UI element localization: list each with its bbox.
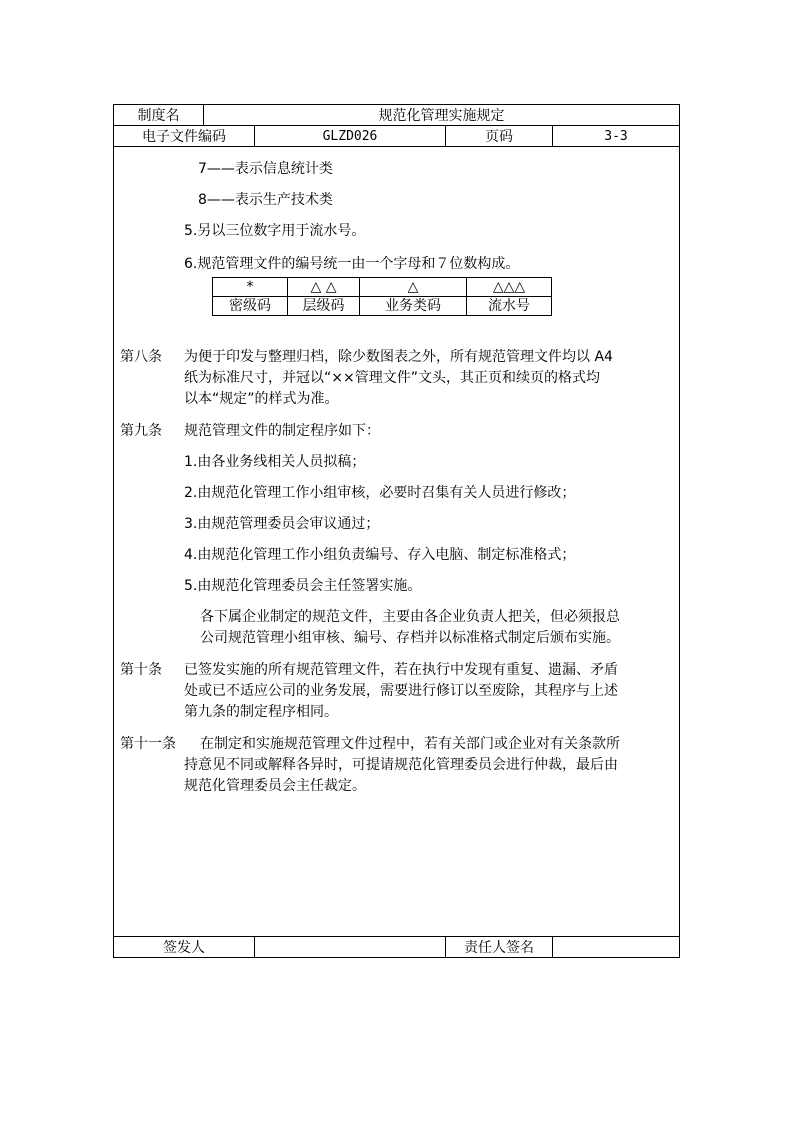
article-8-line: 为便于印发与整理归档，除少数图表之外，所有规范管理文件均以 A4 [184, 349, 613, 365]
code-name-cell: 业务类码 [360, 297, 467, 316]
article-9-step: 5.由规范化管理委员会主任签署实施。 [184, 578, 422, 594]
line-8: 8——表示生产技术类 [198, 192, 333, 208]
document-frame [113, 104, 680, 958]
article-9-step: 2.由规范化管理工作小组审核，必要时召集有关人员进行修改； [184, 485, 576, 501]
article-11-label: 第十一条 [120, 736, 176, 752]
file-code-value: GLZD026 [255, 126, 446, 146]
symbol-cell: △ [360, 278, 467, 297]
code-name-cell: 密级码 [213, 297, 288, 316]
article-9-intro: 规范管理文件的制定程序如下： [184, 423, 380, 439]
article-9-step: 1.由各业务线相关人员拟稿； [184, 454, 366, 470]
file-code-label: 电子文件编码 [114, 126, 255, 146]
signer-field[interactable] [255, 937, 446, 957]
title-label: 制度名 [114, 105, 204, 125]
header-row-code [114, 126, 679, 147]
article-9-step: 3.由规范管理委员会审议通过； [184, 516, 380, 532]
responsible-label: 责任人签名 [446, 937, 553, 957]
item-6: 6.规范管理文件的编号统一由一个字母和７位数构成。 [184, 256, 520, 272]
article-8-label: 第八条 [120, 349, 162, 365]
article-8-line: 纸为标准尺寸，并冠以“××管理文件”文头，其正页和续页的格式均 [184, 370, 600, 386]
article-11-line: 规范化管理委员会主任裁定。 [184, 778, 366, 794]
code-symbol-row [213, 278, 552, 297]
symbol-cell: * [213, 278, 288, 297]
header-row-title [114, 105, 679, 126]
symbol-cell: △ △ [288, 278, 360, 297]
code-name-row [213, 297, 552, 316]
page-label: 页码 [446, 126, 553, 146]
article-9-step: 4.由规范化管理工作小组负责编号、存入电脑、制定标准格式； [184, 547, 576, 563]
article-9-note: 公司规范管理小组审核、编号、存档并以标准格式制定后颁布实施。 [200, 630, 620, 646]
article-10-line: 处或已不适应公司的业务发展，需要进行修订以至废除，其程序与上述 [184, 683, 618, 699]
article-10-label: 第十条 [120, 662, 162, 678]
page-value: 3-3 [604, 128, 628, 144]
line-7: 7——表示信息统计类 [198, 161, 333, 177]
title-value: 规范化管理实施规定 [378, 108, 505, 124]
article-9-note: 各下属企业制定的规范文件，主要由各企业负责人把关，但必须报总 [200, 609, 620, 625]
signature-row [114, 936, 679, 957]
article-9-label: 第九条 [120, 423, 162, 439]
article-8-line: 以本“规定”的样式为准。 [184, 391, 339, 407]
code-name-cell: 层级码 [288, 297, 360, 316]
article-11-line: 持意见不同或解释各异时，可提请规范化管理委员会进行仲裁，最后由 [184, 757, 618, 773]
code-structure-table [212, 277, 552, 316]
symbol-cell: △△△ [467, 278, 552, 297]
article-10-line: 已签发实施的所有规范管理文件，若在执行中发现有重复、遗漏、矛盾 [184, 662, 618, 678]
code-name-cell: 流水号 [467, 297, 552, 316]
item-5: 5.另以三位数字用于流水号。 [184, 223, 366, 239]
signer-label: 签发人 [114, 937, 255, 957]
article-10-line: 第九条的制定程序相同。 [184, 704, 338, 720]
responsible-field[interactable] [553, 937, 679, 957]
article-11-line: 在制定和实施规范管理文件过程中，若有关部门或企业对有关条款所 [200, 736, 620, 752]
